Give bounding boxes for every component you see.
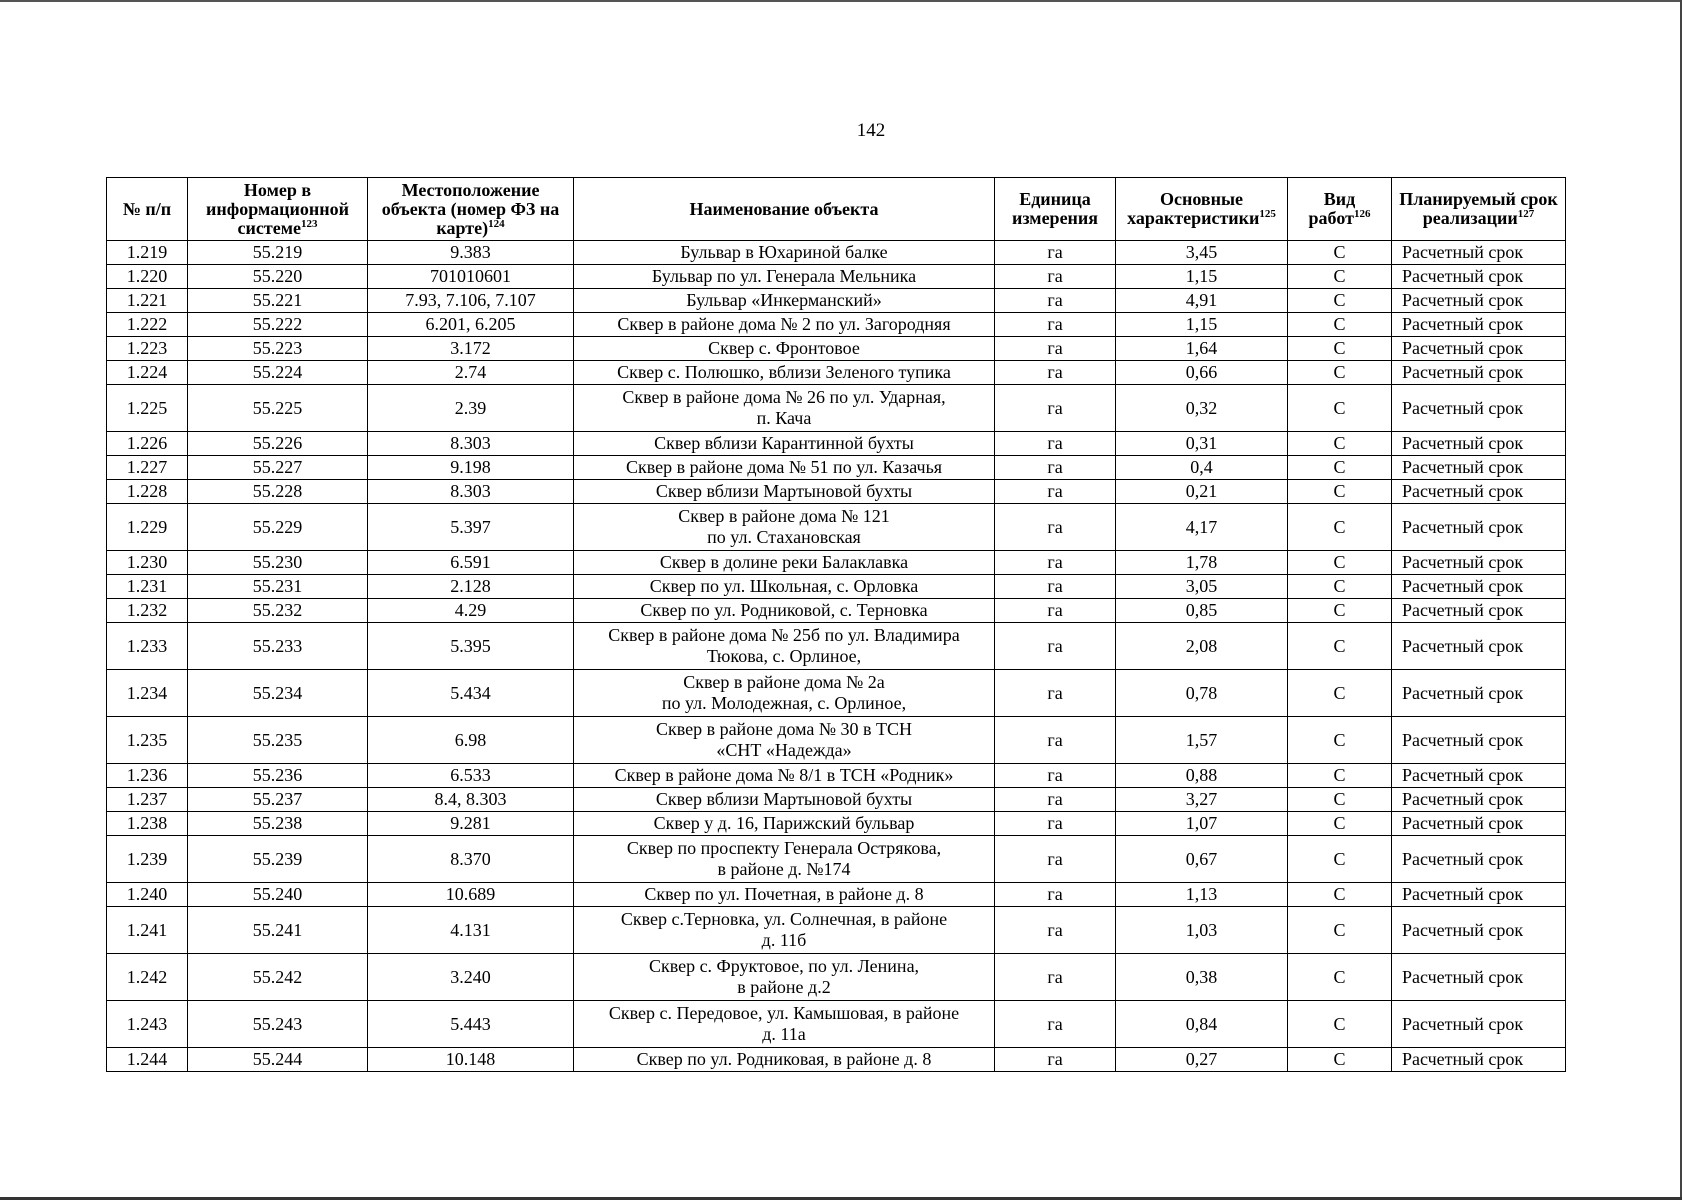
cell-characteristics: 0,84 [1116, 1001, 1288, 1048]
cell-work-type: С [1288, 907, 1392, 954]
cell-object-name: Сквер в районе дома № 26 по ул. Ударная, п. Кача [574, 385, 995, 432]
cell-object-name: Сквер в районе дома № 121 по ул. Стахановская [574, 504, 995, 551]
cell-planned-term: Расчетный срок [1392, 361, 1566, 385]
cell-number: 1.235 [107, 717, 188, 764]
cell-characteristics: 0,88 [1116, 764, 1288, 788]
cell-planned-term: Расчетный срок [1392, 265, 1566, 289]
cell-system-number: 55.242 [188, 954, 368, 1001]
cell-number: 1.222 [107, 313, 188, 337]
cell-unit: га [995, 432, 1116, 456]
table-row [107, 480, 1566, 504]
cell-unit: га [995, 764, 1116, 788]
cell-system-number: 55.233 [188, 623, 368, 670]
register-table [106, 177, 1566, 1072]
cell-system-number: 55.244 [188, 1048, 368, 1072]
cell-characteristics: 4,17 [1116, 504, 1288, 551]
cell-system-number: 55.240 [188, 883, 368, 907]
cell-planned-term: Расчетный срок [1392, 1001, 1566, 1048]
cell-characteristics: 1,57 [1116, 717, 1288, 764]
cell-system-number: 55.235 [188, 717, 368, 764]
cell-work-type: С [1288, 551, 1392, 575]
cell-characteristics: 2,08 [1116, 623, 1288, 670]
cell-work-type: С [1288, 313, 1392, 337]
cell-system-number: 55.231 [188, 575, 368, 599]
cell-location: 2.74 [368, 361, 574, 385]
page-number: 142 [856, 120, 886, 141]
cell-planned-term: Расчетный срок [1392, 575, 1566, 599]
cell-characteristics: 0,32 [1116, 385, 1288, 432]
cell-characteristics: 3,45 [1116, 241, 1288, 265]
footnote-ref: 127 [1517, 208, 1535, 220]
table-row [107, 883, 1566, 907]
footnote-ref: 123 [300, 217, 318, 230]
cell-planned-term: Расчетный срок [1392, 954, 1566, 1001]
cell-location: 6.98 [368, 717, 574, 764]
cell-number: 1.241 [107, 907, 188, 954]
cell-characteristics: 4,91 [1116, 289, 1288, 313]
cell-location: 9.198 [368, 456, 574, 480]
header-number: № п/п [107, 178, 188, 241]
cell-planned-term: Расчетный срок [1392, 717, 1566, 764]
cell-unit: га [995, 456, 1116, 480]
cell-characteristics: 1,13 [1116, 883, 1288, 907]
cell-location: 4.29 [368, 599, 574, 623]
cell-unit: га [995, 289, 1116, 313]
table-row [107, 907, 1566, 954]
cell-planned-term: Расчетный срок [1392, 432, 1566, 456]
cell-number: 1.230 [107, 551, 188, 575]
table-row [107, 361, 1566, 385]
table-body [107, 241, 1566, 1072]
cell-object-name: Сквер по ул. Родниковая, в районе д. 8 [574, 1048, 995, 1072]
cell-system-number: 55.230 [188, 551, 368, 575]
cell-planned-term: Расчетный срок [1392, 623, 1566, 670]
cell-characteristics: 0,78 [1116, 670, 1288, 717]
cell-object-name: Сквер в районе дома № 2 по ул. Загородняя [574, 313, 995, 337]
cell-system-number: 55.243 [188, 1001, 368, 1048]
cell-number: 1.223 [107, 337, 188, 361]
cell-characteristics: 0,21 [1116, 480, 1288, 504]
cell-object-name: Сквер с. Полюшко, вблизи Зеленого тупика [574, 361, 995, 385]
cell-system-number: 55.229 [188, 504, 368, 551]
cell-system-number: 55.223 [188, 337, 368, 361]
cell-unit: га [995, 883, 1116, 907]
table-row [107, 504, 1566, 551]
cell-unit: га [995, 1048, 1116, 1072]
cell-planned-term: Расчетный срок [1392, 812, 1566, 836]
cell-object-name: Бульвар «Инкерманский» [574, 289, 995, 313]
cell-planned-term: Расчетный срок [1392, 241, 1566, 265]
cell-unit: га [995, 241, 1116, 265]
cell-characteristics: 0,27 [1116, 1048, 1288, 1072]
table-row [107, 717, 1566, 764]
table-row [107, 623, 1566, 670]
cell-object-name: Сквер вблизи Мартыновой бухты [574, 480, 995, 504]
header-unit: Единица измерения [995, 178, 1116, 241]
cell-number: 1.243 [107, 1001, 188, 1048]
cell-number: 1.219 [107, 241, 188, 265]
cell-object-name: Сквер с. Передовое, ул. Камышовая, в районе д. 11а [574, 1001, 995, 1048]
cell-location: 5.397 [368, 504, 574, 551]
cell-number: 1.240 [107, 883, 188, 907]
cell-system-number: 55.226 [188, 432, 368, 456]
cell-unit: га [995, 313, 1116, 337]
cell-characteristics: 1,15 [1116, 313, 1288, 337]
cell-characteristics: 1,15 [1116, 265, 1288, 289]
header-location: Местоположение объекта (номер ФЗ на карте)$^{124}$ [368, 178, 574, 241]
cell-characteristics: 0,38 [1116, 954, 1288, 1001]
cell-unit: га [995, 504, 1116, 551]
cell-planned-term: Расчетный срок [1392, 1048, 1566, 1072]
cell-location: 3.172 [368, 337, 574, 361]
cell-system-number: 55.221 [188, 289, 368, 313]
cell-work-type: С [1288, 289, 1392, 313]
cell-system-number: 55.219 [188, 241, 368, 265]
footnote-ref: 125 [1259, 208, 1276, 220]
cell-work-type: С [1288, 788, 1392, 812]
cell-location: 701010601 [368, 265, 574, 289]
footnote-ref: 126 [1353, 208, 1371, 220]
cell-unit: га [995, 717, 1116, 764]
cell-characteristics: 0,67 [1116, 836, 1288, 883]
header-row [107, 178, 1566, 241]
cell-planned-term: Расчетный срок [1392, 551, 1566, 575]
cell-object-name: Сквер вблизи Карантинной бухты [574, 432, 995, 456]
cell-unit: га [995, 599, 1116, 623]
cell-system-number: 55.224 [188, 361, 368, 385]
cell-number: 1.233 [107, 623, 188, 670]
cell-system-number: 55.234 [188, 670, 368, 717]
cell-work-type: С [1288, 836, 1392, 883]
cell-location: 8.4, 8.303 [368, 788, 574, 812]
cell-characteristics: 1,03 [1116, 907, 1288, 954]
cell-planned-term: Расчетный срок [1392, 764, 1566, 788]
cell-number: 1.244 [107, 1048, 188, 1072]
cell-object-name: Бульвар по ул. Генерала Мельника [574, 265, 995, 289]
table-row [107, 289, 1566, 313]
cell-characteristics: 0,31 [1116, 432, 1288, 456]
cell-work-type: С [1288, 385, 1392, 432]
table-row [107, 313, 1566, 337]
cell-planned-term: Расчетный срок [1392, 836, 1566, 883]
cell-unit: га [995, 385, 1116, 432]
cell-object-name: Сквер с. Фронтовое [574, 337, 995, 361]
cell-work-type: С [1288, 265, 1392, 289]
cell-location: 4.131 [368, 907, 574, 954]
table-row [107, 1048, 1566, 1072]
cell-planned-term: Расчетный срок [1392, 337, 1566, 361]
table-row [107, 265, 1566, 289]
cell-characteristics: 1,07 [1116, 812, 1288, 836]
cell-unit: га [995, 337, 1116, 361]
table-row [107, 788, 1566, 812]
cell-planned-term: Расчетный срок [1392, 599, 1566, 623]
table-row [107, 456, 1566, 480]
cell-object-name: Сквер у д. 16, Парижский бульвар [574, 812, 995, 836]
cell-location: 5.443 [368, 1001, 574, 1048]
cell-unit: га [995, 265, 1116, 289]
cell-work-type: С [1288, 337, 1392, 361]
table-row [107, 337, 1566, 361]
cell-planned-term: Расчетный срок [1392, 289, 1566, 313]
cell-location: 6.201, 6.205 [368, 313, 574, 337]
header-characteristics: Основные характеристики$^{125}$ [1116, 178, 1288, 241]
cell-system-number: 55.225 [188, 385, 368, 432]
cell-work-type: С [1288, 599, 1392, 623]
cell-location: 5.395 [368, 623, 574, 670]
cell-unit: га [995, 623, 1116, 670]
table-row [107, 599, 1566, 623]
cell-number: 1.224 [107, 361, 188, 385]
cell-object-name: Сквер по ул. Школьная, с. Орловка [574, 575, 995, 599]
table-row [107, 764, 1566, 788]
cell-location: 6.591 [368, 551, 574, 575]
cell-number: 1.232 [107, 599, 188, 623]
cell-number: 1.226 [107, 432, 188, 456]
cell-location: 8.303 [368, 432, 574, 456]
cell-work-type: С [1288, 883, 1392, 907]
cell-system-number: 55.236 [188, 764, 368, 788]
cell-number: 1.227 [107, 456, 188, 480]
cell-object-name: Сквер в районе дома № 51 по ул. Казачья [574, 456, 995, 480]
cell-unit: га [995, 575, 1116, 599]
table-row [107, 241, 1566, 265]
cell-number: 1.231 [107, 575, 188, 599]
cell-location: 10.148 [368, 1048, 574, 1072]
cell-object-name: Сквер в районе дома № 8/1 в ТСН «Родник» [574, 764, 995, 788]
cell-planned-term: Расчетный срок [1392, 788, 1566, 812]
cell-planned-term: Расчетный срок [1392, 504, 1566, 551]
cell-number: 1.229 [107, 504, 188, 551]
table-row [107, 575, 1566, 599]
cell-object-name: Сквер в районе дома № 2а по ул. Молодежная, с. Орлиное, [574, 670, 995, 717]
cell-work-type: С [1288, 764, 1392, 788]
cell-planned-term: Расчетный срок [1392, 907, 1566, 954]
cell-location: 3.240 [368, 954, 574, 1001]
cell-location: 2.128 [368, 575, 574, 599]
cell-object-name: Сквер по ул. Почетная, в районе д. 8 [574, 883, 995, 907]
cell-location: 6.533 [368, 764, 574, 788]
cell-characteristics: 3,27 [1116, 788, 1288, 812]
table-row [107, 954, 1566, 1001]
cell-system-number: 55.241 [188, 907, 368, 954]
cell-work-type: С [1288, 954, 1392, 1001]
cell-unit: га [995, 670, 1116, 717]
cell-planned-term: Расчетный срок [1392, 480, 1566, 504]
cell-system-number: 55.228 [188, 480, 368, 504]
table-row [107, 836, 1566, 883]
cell-location: 8.370 [368, 836, 574, 883]
cell-work-type: С [1288, 1048, 1392, 1072]
cell-work-type: С [1288, 432, 1392, 456]
cell-location: 2.39 [368, 385, 574, 432]
table-row [107, 670, 1566, 717]
cell-planned-term: Расчетный срок [1392, 883, 1566, 907]
cell-object-name: Сквер в районе дома № 25б по ул. Владимира Тюкова, с. Орлиное, [574, 623, 995, 670]
table-row [107, 432, 1566, 456]
cell-characteristics: 1,64 [1116, 337, 1288, 361]
cell-number: 1.238 [107, 812, 188, 836]
cell-number: 1.242 [107, 954, 188, 1001]
cell-number: 1.225 [107, 385, 188, 432]
cell-unit: га [995, 907, 1116, 954]
header-object-name: Наименование объекта [574, 178, 995, 241]
cell-object-name: Сквер с. Фруктовое, по ул. Ленина, в районе д.2 [574, 954, 995, 1001]
header-system-number: Номер в информационной системе$^{123}$ [188, 178, 368, 241]
cell-system-number: 55.239 [188, 836, 368, 883]
table-row [107, 385, 1566, 432]
cell-number: 1.239 [107, 836, 188, 883]
cell-location: 10.689 [368, 883, 574, 907]
cell-number: 1.237 [107, 788, 188, 812]
cell-object-name: Сквер по ул. Родниковой, с. Терновка [574, 599, 995, 623]
cell-work-type: С [1288, 361, 1392, 385]
table-row [107, 812, 1566, 836]
cell-work-type: С [1288, 1001, 1392, 1048]
table-row [107, 1001, 1566, 1048]
cell-unit: га [995, 551, 1116, 575]
cell-unit: га [995, 480, 1116, 504]
cell-location: 9.383 [368, 241, 574, 265]
cell-number: 1.236 [107, 764, 188, 788]
cell-number: 1.234 [107, 670, 188, 717]
cell-location: 5.434 [368, 670, 574, 717]
cell-system-number: 55.222 [188, 313, 368, 337]
cell-work-type: С [1288, 670, 1392, 717]
cell-work-type: С [1288, 623, 1392, 670]
scan-edge-top [0, 0, 1682, 2]
cell-unit: га [995, 788, 1116, 812]
cell-planned-term: Расчетный срок [1392, 670, 1566, 717]
cell-system-number: 55.238 [188, 812, 368, 836]
cell-characteristics: 0,85 [1116, 599, 1288, 623]
cell-characteristics: 1,78 [1116, 551, 1288, 575]
cell-system-number: 55.232 [188, 599, 368, 623]
header-planned-term: Планируемый срок реализации$^{127}$ [1392, 178, 1566, 241]
cell-unit: га [995, 954, 1116, 1001]
cell-object-name: Сквер с.Терновка, ул. Солнечная, в районе д. 11б [574, 907, 995, 954]
cell-unit: га [995, 1001, 1116, 1048]
cell-unit: га [995, 361, 1116, 385]
cell-unit: га [995, 812, 1116, 836]
cell-characteristics: 0,4 [1116, 456, 1288, 480]
table-row [107, 551, 1566, 575]
cell-unit: га [995, 836, 1116, 883]
cell-location: 8.303 [368, 480, 574, 504]
footnote-ref: 124 [488, 217, 505, 230]
cell-number: 1.220 [107, 265, 188, 289]
cell-work-type: С [1288, 504, 1392, 551]
cell-planned-term: Расчетный срок [1392, 456, 1566, 480]
cell-object-name: Бульвар в Юхариной балке [574, 241, 995, 265]
cell-number: 1.228 [107, 480, 188, 504]
cell-work-type: С [1288, 480, 1392, 504]
cell-characteristics: 0,66 [1116, 361, 1288, 385]
cell-location: 9.281 [368, 812, 574, 836]
cell-work-type: С [1288, 717, 1392, 764]
cell-object-name: Сквер в районе дома № 30 в ТСН «СНТ «Надежда» [574, 717, 995, 764]
header-work-type: Вид работ$^{126}$ [1288, 178, 1392, 241]
cell-location: 7.93, 7.106, 7.107 [368, 289, 574, 313]
cell-object-name: Сквер вблизи Мартыновой бухты [574, 788, 995, 812]
cell-work-type: С [1288, 241, 1392, 265]
cell-work-type: С [1288, 456, 1392, 480]
cell-number: 1.221 [107, 289, 188, 313]
cell-work-type: С [1288, 575, 1392, 599]
cell-object-name: Сквер в долине реки Балаклавка [574, 551, 995, 575]
cell-system-number: 55.227 [188, 456, 368, 480]
cell-planned-term: Расчетный срок [1392, 313, 1566, 337]
cell-system-number: 55.220 [188, 265, 368, 289]
cell-planned-term: Расчетный срок [1392, 385, 1566, 432]
cell-object-name: Сквер по проспекту Генерала Острякова, в районе д. №174 [574, 836, 995, 883]
cell-work-type: С [1288, 812, 1392, 836]
cell-characteristics: 3,05 [1116, 575, 1288, 599]
cell-system-number: 55.237 [188, 788, 368, 812]
